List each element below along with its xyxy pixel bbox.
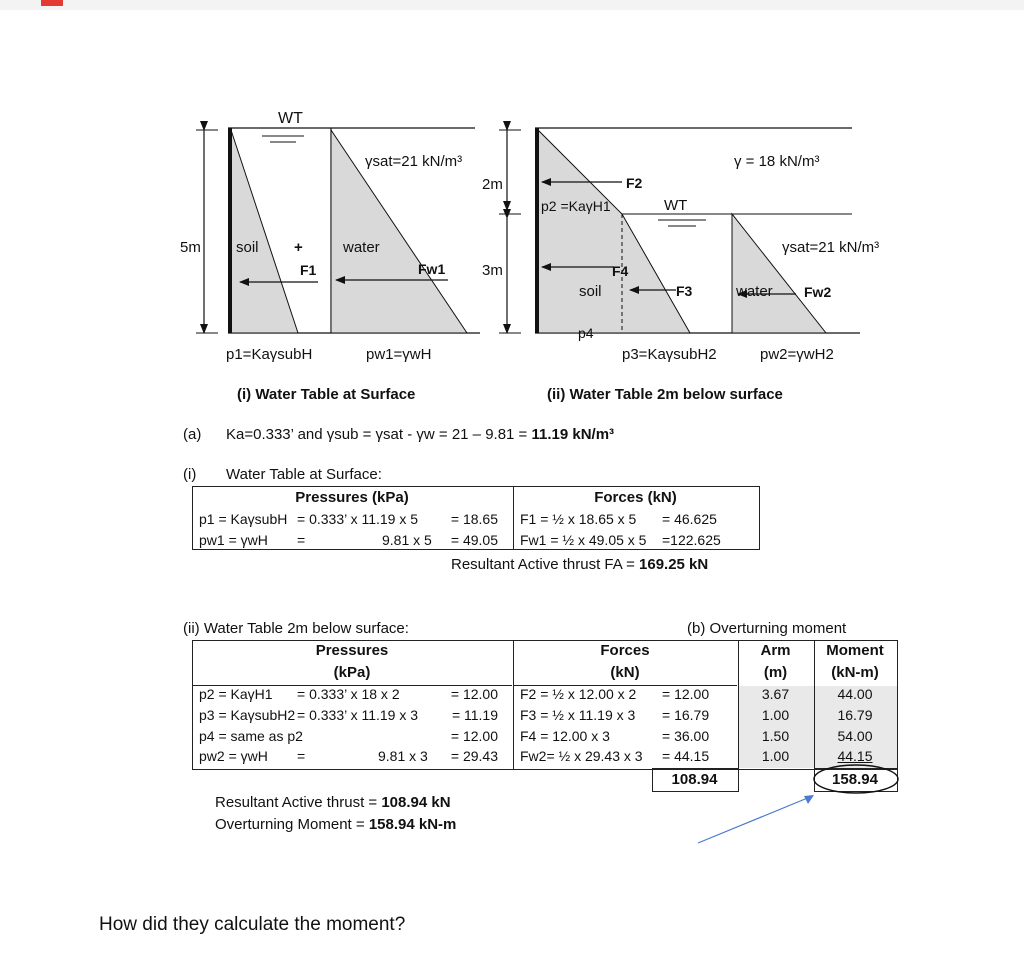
wt2-label: WT: [664, 197, 688, 214]
p1-equation: p1=KaγsubH: [226, 346, 313, 363]
table-cell: = 29.43: [450, 748, 498, 764]
part-ii-title: (ii) Water Table 2m below surface:: [183, 620, 409, 637]
table-cell: Fw1 = ½ x 49.05 x 5: [520, 532, 647, 548]
f2-label: F2: [626, 175, 643, 191]
highlight-ellipse: [814, 765, 898, 793]
table-row: p1 = KaγsubH: [199, 511, 288, 527]
table-cell: 44.15: [837, 748, 873, 764]
fw1-label: Fw1: [418, 261, 446, 277]
table-cell: =: [297, 532, 306, 548]
water-label: water: [343, 239, 380, 256]
table-cell: = 0.333’ x 11.19 x 3: [297, 707, 419, 723]
soil-pressure-triangle: [231, 130, 298, 333]
table-row: p2 = KaγH1: [199, 686, 273, 702]
gamma-sat-left: γsat=21 kN/m³: [365, 153, 463, 170]
soil-label: soil: [236, 239, 259, 256]
table-cell: 9.81 x 5: [382, 532, 432, 548]
dim-3m: 3m: [482, 262, 503, 279]
table-cell: = 12.00: [662, 686, 710, 702]
section-a-text: Ka=0.333’ and γsub = γsat - γw = 21 – 9.81 = 11.19 kN/m³: [226, 426, 615, 443]
annotation-overlay: [690, 760, 910, 850]
table-cell: F4 = 12.00 x 3: [520, 728, 610, 744]
table-cell: = 44.15: [662, 748, 710, 764]
table-cell: = 12.00: [450, 686, 498, 702]
table-row: p3 = KaγsubH2: [199, 707, 296, 723]
plus-sign: +: [294, 239, 303, 256]
table-cell: = 46.625: [662, 511, 717, 527]
table-cell: = 16.79: [662, 707, 710, 723]
part-ii-overturning: Overturning Moment = 158.94 kN-m: [215, 816, 457, 833]
pw2-equation: pw2=γwH2: [760, 346, 834, 363]
table-cell: 16.79: [837, 707, 873, 723]
table-cell: = 36.00: [662, 728, 710, 744]
pw1-equation: pw1=γwH: [366, 346, 432, 363]
moment-header: Moment: [826, 642, 884, 659]
p3-equation: p3=KaγsubH2: [622, 346, 717, 363]
part-ii-forces-unit: (kN): [610, 664, 640, 681]
f3-label: F3: [676, 283, 693, 299]
table-cell: 1.00: [761, 707, 790, 723]
table-cell: = 49.05: [450, 532, 498, 548]
part-i-label: (i): [183, 466, 197, 483]
moment-unit: (kN-m): [831, 664, 879, 681]
window-top-strip: [0, 0, 1024, 10]
table-cell: = 12.00: [450, 728, 498, 744]
part-i-pressures-header: Pressures (kPa): [295, 489, 409, 506]
f1-label: F1: [300, 262, 317, 278]
p2-equation: p2 =KaγH1: [541, 198, 611, 214]
table-cell: Fw2= ½ x 29.43 x 3: [520, 748, 643, 764]
f4-label: F4: [612, 263, 629, 279]
part-ii-resultant: Resultant Active thrust = 108.94 kN: [215, 794, 451, 811]
force-total: 108.94: [671, 771, 718, 788]
table-cell: 44.00: [837, 686, 873, 702]
table-cell: = 11.19: [451, 707, 498, 723]
arm-unit: (m): [763, 664, 788, 681]
part-i-forces-header: Forces (kN): [594, 489, 677, 506]
water2-label: water: [736, 283, 773, 300]
table-row: pw2 = γwH: [199, 748, 268, 764]
soil2-label: soil: [579, 283, 602, 300]
part-ii-pressures-header: Pressures: [315, 642, 389, 659]
caption-ii: (ii) Water Table 2m below surface: [547, 386, 783, 403]
part-i-title: Water Table at Surface:: [226, 466, 382, 483]
gamma-sat-right: γsat=21 kN/m³: [782, 239, 880, 256]
table-cell: 1.00: [761, 748, 790, 764]
table-cell: 3.67: [761, 686, 790, 702]
soil-pressure-polygon: [538, 130, 693, 333]
moment-total: 158.94: [832, 771, 878, 788]
table-row: pw1 = γwH: [199, 532, 268, 548]
table-cell: 1.50: [761, 728, 790, 744]
water2-pressure-triangle: [732, 214, 826, 333]
blue-arrow-head: [804, 795, 814, 804]
overturning-title: (b) Overturning moment: [687, 620, 847, 637]
table-cell: 9.81 x 3: [378, 748, 428, 764]
part-ii-forces-header: Forces: [600, 642, 650, 659]
dim-2m: 2m: [482, 176, 503, 193]
table-cell: = 18.65: [450, 511, 498, 527]
part-ii-pressures-unit: (kPa): [333, 664, 371, 681]
blue-arrow: [698, 797, 810, 843]
table-cell: =122.625: [662, 532, 721, 548]
table-cell: F2 = ½ x 12.00 x 2: [520, 686, 637, 702]
table-cell: F3 = ½ x 11.19 x 3: [520, 707, 636, 723]
gamma-18-label: γ = 18 kN/m³: [734, 153, 820, 170]
wt-label: WT: [278, 110, 303, 127]
part-i-resultant: Resultant Active thrust FA = 169.25 kN: [451, 556, 709, 573]
section-a-label: (a): [183, 426, 202, 443]
table-cell: = 0.333’ x 11.19 x 5: [297, 511, 419, 527]
table-cell: 54.00: [837, 728, 873, 744]
table-cell: =: [297, 748, 306, 764]
table-row: p4 = same as p2: [199, 728, 303, 744]
fw2-label: Fw2: [804, 284, 832, 300]
table-cell: F1 = ½ x 18.65 x 5: [520, 511, 637, 527]
p4-label: p4: [578, 325, 594, 341]
dim-5m: 5m: [180, 239, 201, 256]
table-cell: = 0.333’ x 18 x 2: [297, 686, 400, 702]
red-marker: [41, 0, 63, 6]
caption-i: (i) Water Table at Surface: [237, 386, 416, 403]
arm-header: Arm: [760, 642, 791, 659]
question-text: How did they calculate the moment?: [99, 914, 406, 935]
